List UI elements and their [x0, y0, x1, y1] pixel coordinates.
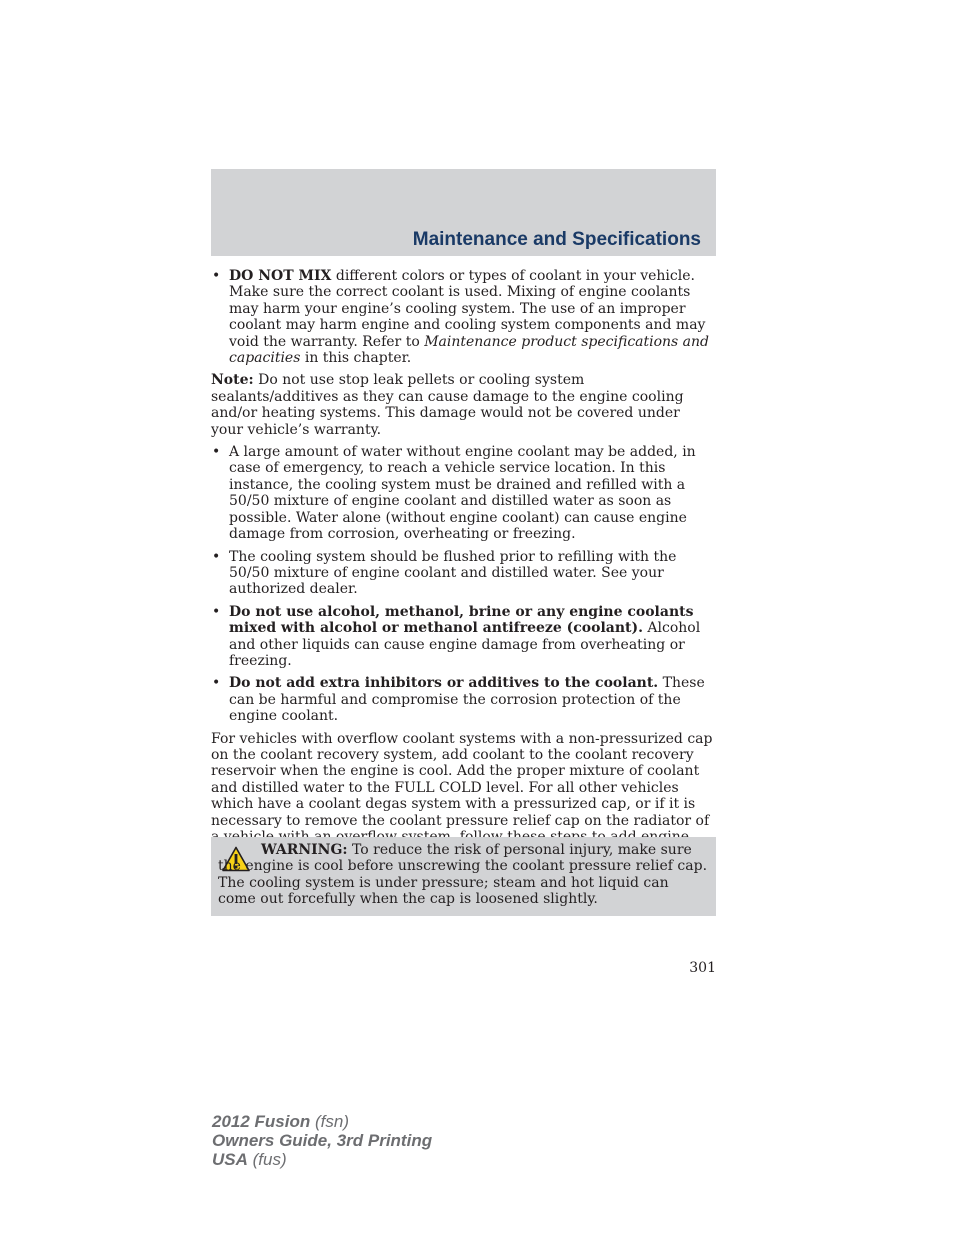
page-number: 301 — [689, 960, 716, 976]
section-header-band — [211, 169, 716, 256]
bullet-text: A large amount of water without engine coolant may be added, in case of emergency, to reach a vehicle service location. In this instance, the cooling system must be drained and refilled with a 50/50 mixture of engine coolant and distilled water as soon as possible. Water alone (without engine coolant) can cause engine damage from corrosion, overheating or freezing. — [229, 444, 696, 543]
cross-reference: Maintenance product specifications and capacities — [229, 333, 710, 367]
warning-text-block — [218, 842, 708, 908]
bullet-text: These can be harmful and compromise the corrosion protection of the engine coolant. — [229, 675, 705, 725]
footer-guide: Owners Guide, 3rd Printing — [212, 1131, 433, 1150]
bullet-no-additives — [211, 675, 716, 724]
overflow-coolant-paragraph: For vehicles with overflow coolant systems with a non-pressurized cap on the coolant recovery system, add coolant to the coolant recovery reservoir when the engine is cool. Add the proper mixture of coolant and distilled water to the FULL COLD level. For all other vehicles which have a coolant degas system with a pressurized cap, or if it is necessary to remove the coolant pressure relief cap on the radiator of — [211, 730, 713, 829]
bullet-do-not-mix — [211, 268, 716, 366]
footer-line-model — [212, 1112, 432, 1131]
bullet-bold-text: Do not add extra inhibitors or additives to the coolant. — [229, 675, 659, 692]
bullet-dot: • — [212, 603, 221, 620]
bullet-text: different colors or types of coolant in your vehicle. Make sure the correct coolant is used. Mixing of engine coolants may harm your engine’s cooling system. The use of an improper coolant may harm engine and cooling system components and may void the warranty. Refer to — [229, 268, 706, 350]
bullet-bold-text: Do not use alcohol, methanol, brine or any engine coolants mixed with alcohol or methanol antifreeze (coolant). — [229, 603, 694, 637]
note-paragraph — [211, 372, 716, 438]
page-body — [211, 268, 716, 868]
footer-model-code: (fsn) — [310, 1112, 349, 1131]
warning-label: WARNING: — [261, 842, 348, 858]
footer — [212, 1112, 432, 1169]
footer-market-code: (fus) — [247, 1150, 287, 1169]
footer-line-market — [212, 1150, 432, 1169]
bullet-water-emergency — [211, 444, 716, 542]
warning-box — [211, 837, 716, 916]
warning-text: To reduce the risk of personal injury, make sure the engine is cool before unscrewing the coolant pressure relief cap. The cooling system is under pressure; steam and hot liquid can come out forcefully when the cap is loosened slightly. — [218, 842, 708, 908]
footer-model: 2012 Fusion — [212, 1112, 311, 1131]
footer-line-guide — [212, 1131, 432, 1150]
bullet-flush-system — [211, 549, 716, 598]
bullet-dot: • — [212, 675, 221, 692]
bullet-dot: • — [212, 268, 221, 284]
bullet-dot: • — [212, 548, 221, 565]
bullet-dot: • — [212, 444, 221, 461]
bullet-tail-text: in this chapter. — [300, 350, 412, 367]
bullet-bold-text: DO NOT MIX — [229, 268, 332, 284]
note-text: Do not use stop leak pellets or cooling system sealants/additives as they can cause damage to the engine cooling and/or heating systems. This damage would not be covered under your vehicle’s warranty. — [211, 372, 684, 438]
bullet-text: The cooling system should be flushed prior to refilling with the 50/50 mixture of engine coolant and distilled water. See your authorized dealer. — [229, 548, 677, 598]
footer-market: USA — [212, 1150, 248, 1169]
bullet-no-alcohol — [211, 604, 716, 670]
section-title: Maintenance and Specifications — [412, 229, 701, 250]
note-label: Note: — [211, 372, 254, 389]
bullet-text: Alcohol and other liquids can cause engine damage from overheating or freezing. — [229, 620, 701, 669]
